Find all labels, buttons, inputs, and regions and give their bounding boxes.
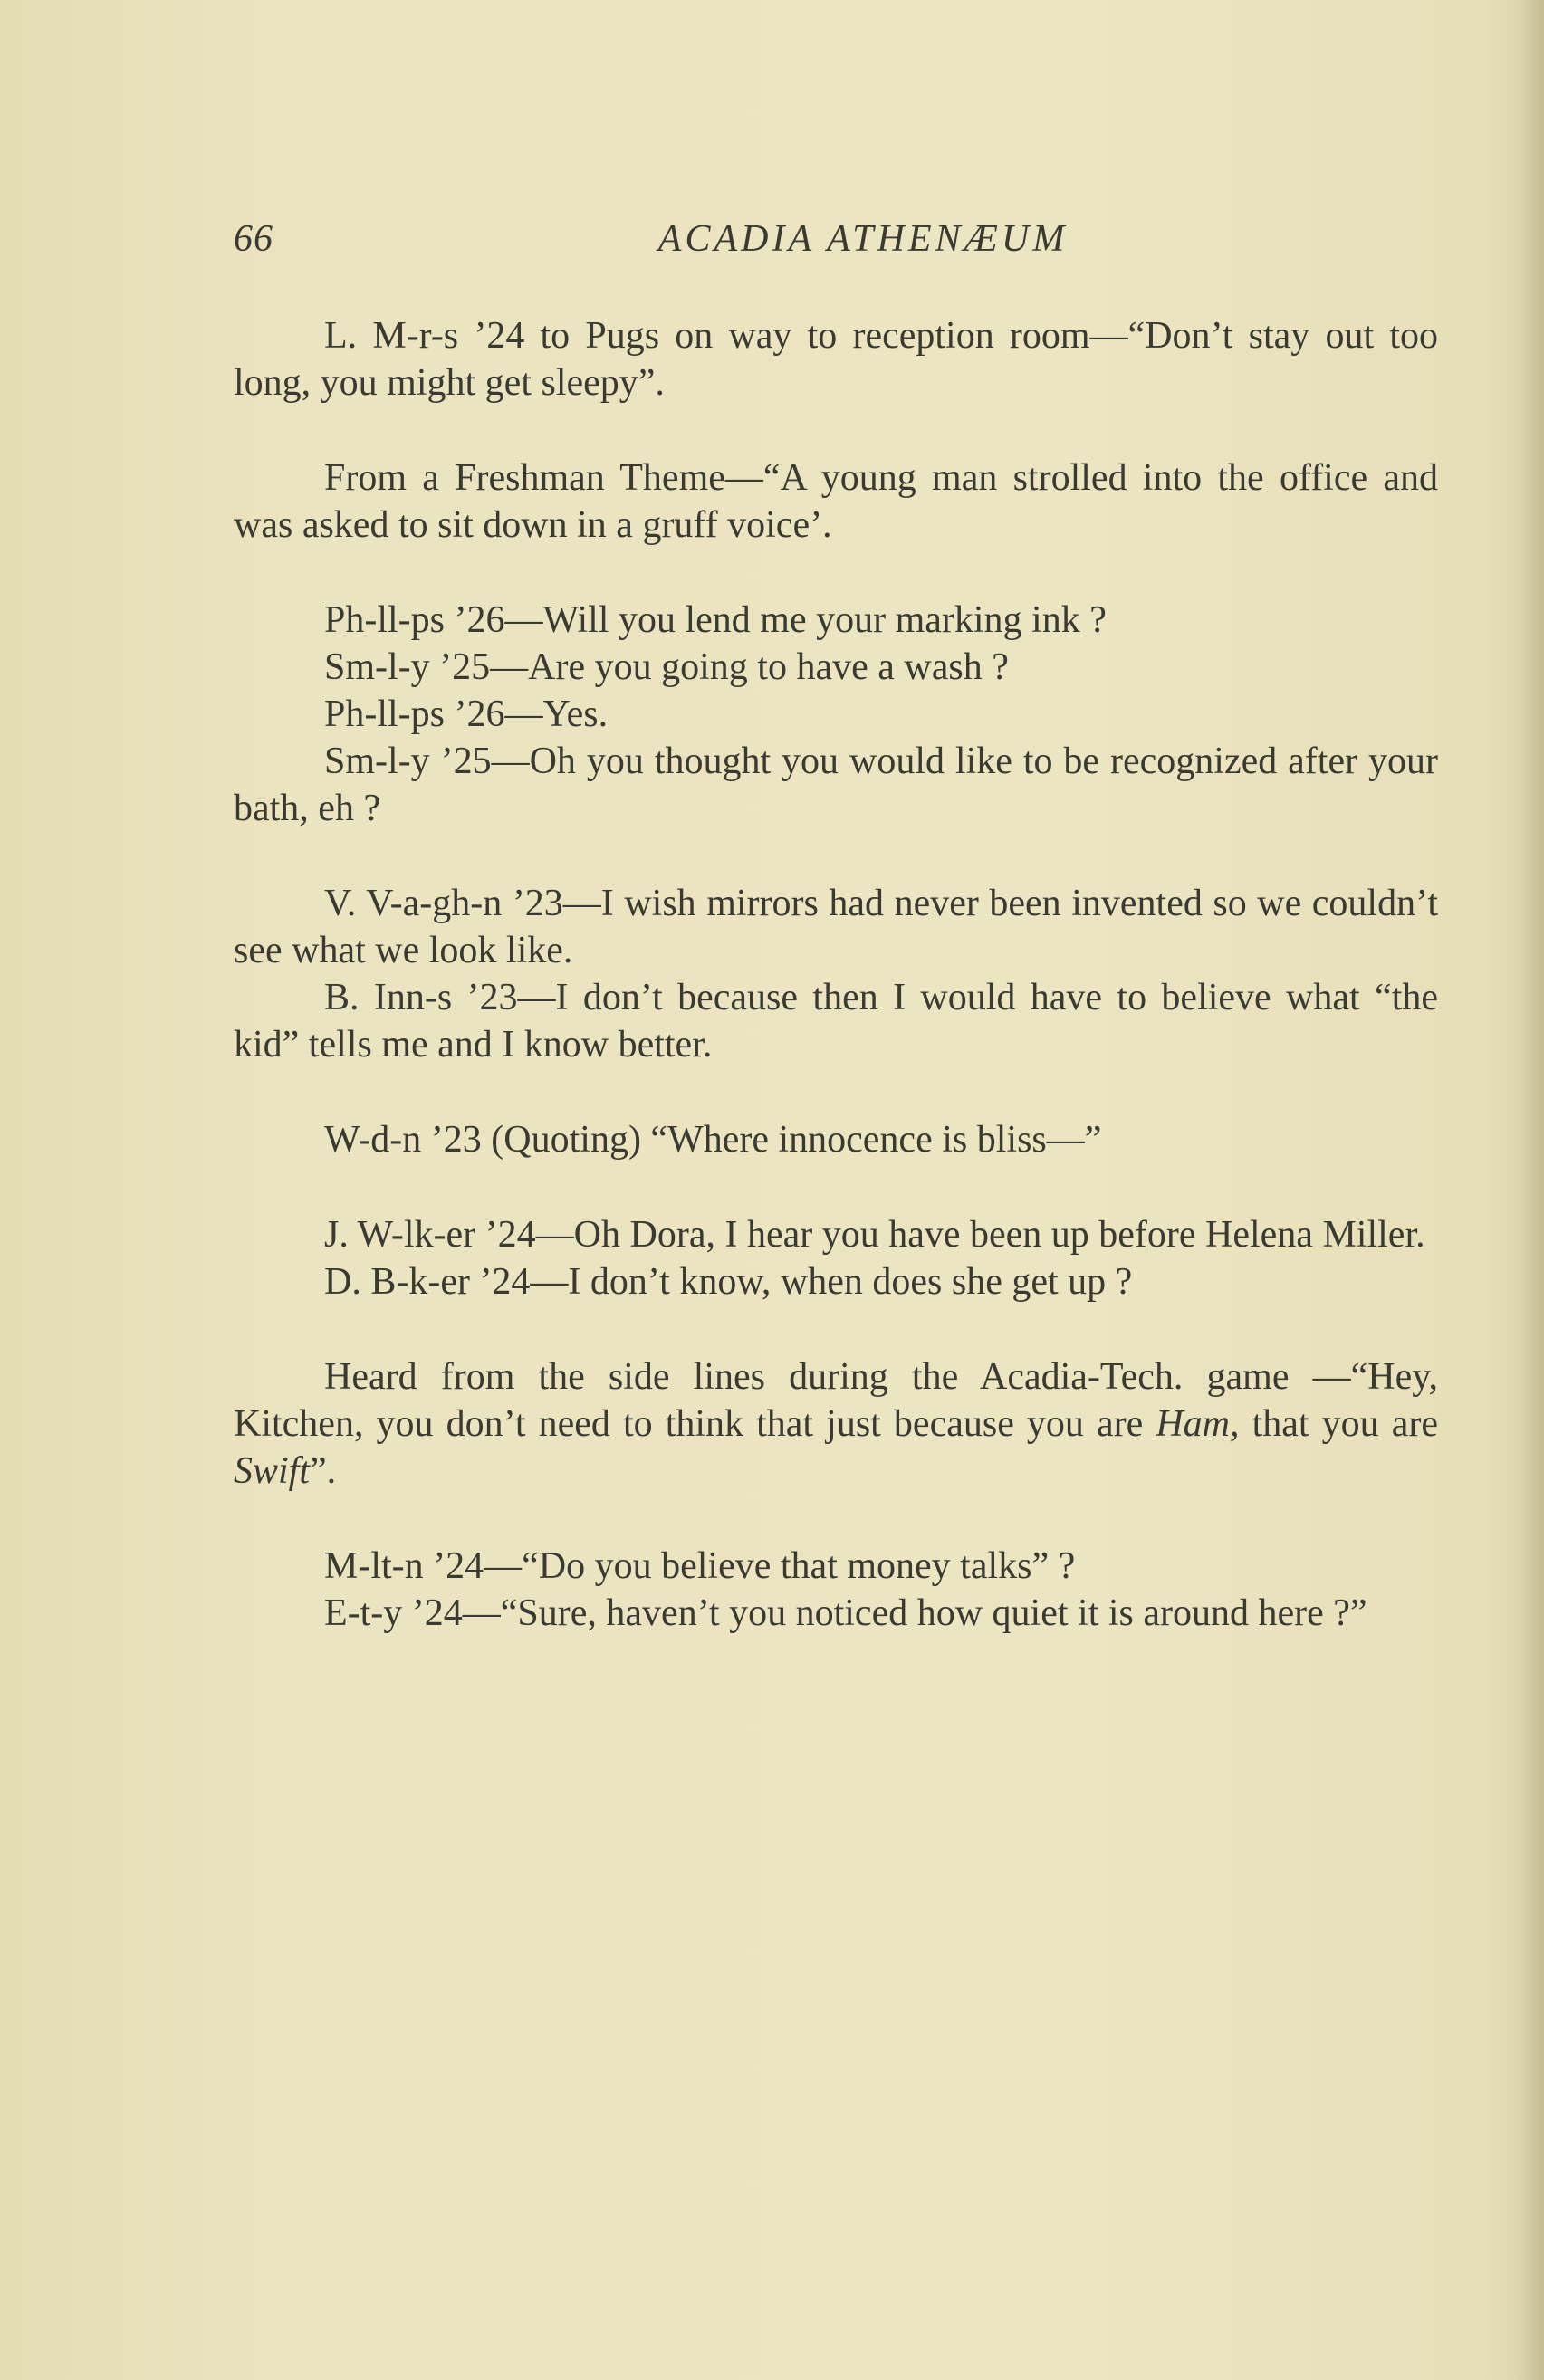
dialogue-line: Ph-ll-ps ’26—Yes. (324, 693, 609, 735)
dialogue-line: Sm-l-y ’25—Are you going to have a wash ? (324, 646, 1009, 688)
dialogue-line: V. V-a-gh-n ’23—I wish mirrors had never been invented so we couldn’t see what we look like. (234, 883, 1438, 971)
paragraph-side-lines (234, 1353, 1438, 1495)
dialogue-line: J. W-lk-er ’24—Oh Dora, I hear you have been up before Helena Miller. (324, 1214, 1425, 1256)
dialogue-line: Sm-l-y ’25—Oh you thought you would like to be recognized after your bath, eh ? (234, 741, 1438, 829)
paragraph-pugs: L. M-r-s ’24 to Pugs on way to reception room—“Don’t stay out too long, you might get sleepy”. (234, 315, 1438, 404)
page-edge-shadow (1517, 0, 1544, 2380)
paragraph-freshman-theme: From a Freshman Theme—“A young man strolled into the office and was asked to sit down in a gruff voice’. (234, 457, 1438, 546)
page-number: 66 (234, 218, 273, 260)
dialogue-line: M-lt-n ’24—“Do you believe that money talks” ? (324, 1545, 1076, 1587)
italic-word: Swift (234, 1450, 311, 1492)
dialogue-line: D. B-k-er ’24—I don’t know, when does she get up ? (324, 1261, 1133, 1303)
dialogue-line: E-t-y ’24—“Sure, haven’t you noticed how quiet it is around here ?” (324, 1592, 1367, 1634)
paragraph-text: ”. (310, 1450, 337, 1492)
paragraph-text: that you are (1239, 1403, 1438, 1445)
dialogue-line: B. Inn-s ’23—I don’t because then I would have to believe what “the kid” tells me and I know better. (234, 977, 1438, 1066)
dialogue-line: Ph-ll-ps ’26—Will you lend me your marking ink ? (324, 599, 1107, 641)
page-body (234, 312, 1438, 1637)
paragraph-text: Heard from the side lines during the Acadia-Tech. game —“Hey, Kitchen, you don’t need to think that just because you are (234, 1356, 1438, 1445)
page-header (234, 217, 1438, 264)
paragraph-quoting: W-d-n ’23 (Quoting) “Where innocence is bliss—” (324, 1119, 1102, 1161)
italic-word: Ham, (1156, 1403, 1240, 1445)
running-title: ACADIA ATHENÆUM (657, 218, 1069, 260)
